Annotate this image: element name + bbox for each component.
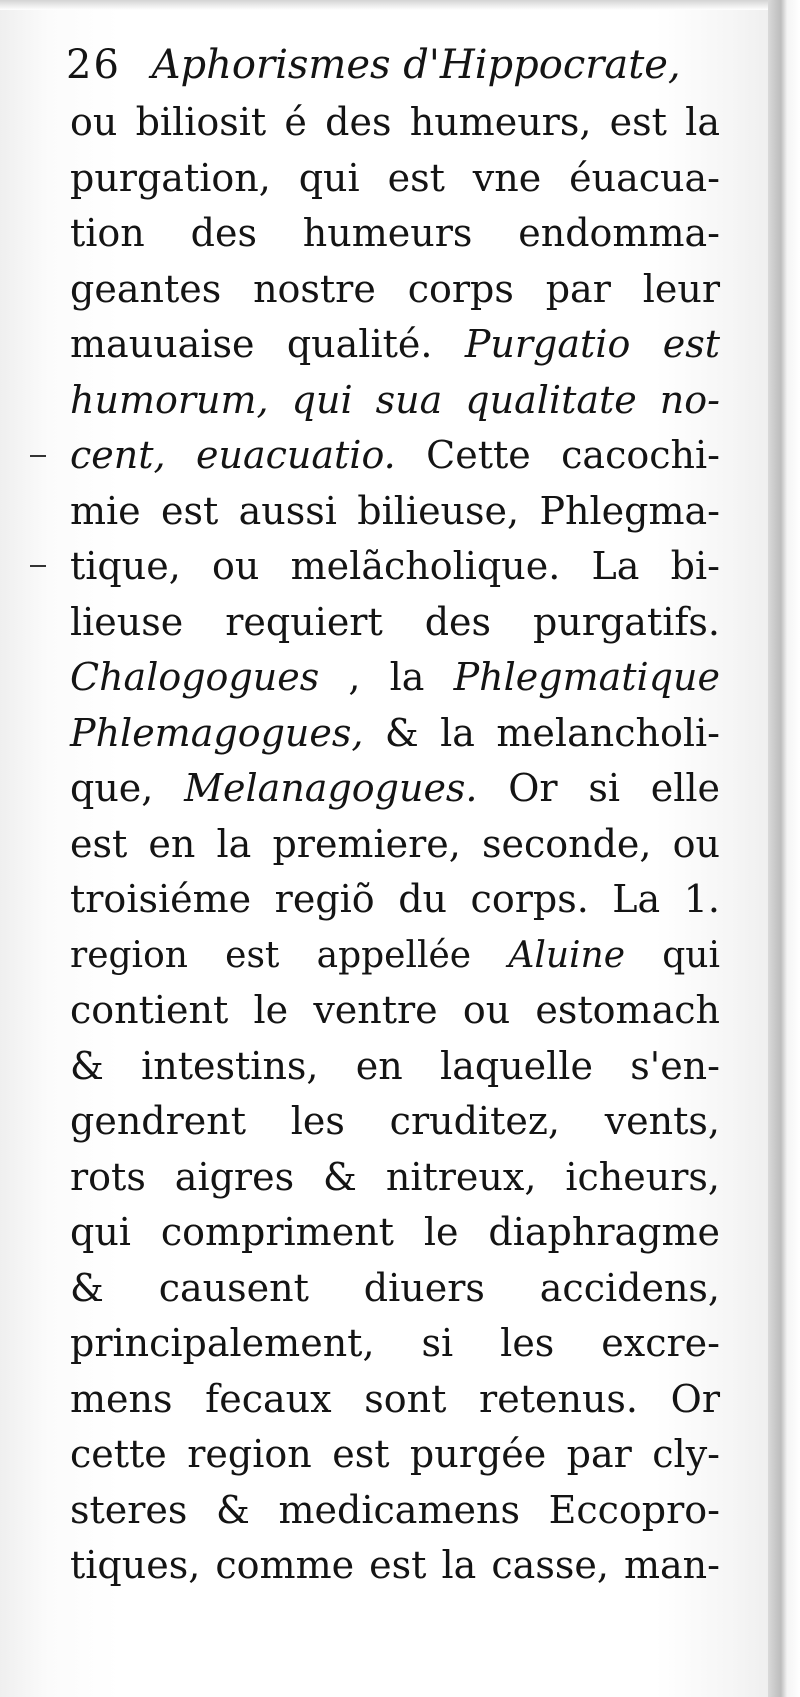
roman-text: tion des humeurs endomma- xyxy=(70,211,720,255)
page-gutter-shadow xyxy=(768,0,800,1697)
text-line xyxy=(70,428,720,484)
roman-text: contient le ventre ou estomach xyxy=(70,988,720,1032)
roman-text: principalement, si les excre- xyxy=(70,1321,720,1365)
text-line xyxy=(70,539,720,595)
text-line xyxy=(70,706,720,762)
italic-text: Aluine xyxy=(508,934,626,976)
roman-text: Or si elle xyxy=(477,766,720,810)
roman-text: & causent diuers accidens, xyxy=(70,1265,720,1310)
text-line xyxy=(70,1094,720,1150)
text-line xyxy=(70,1483,720,1539)
text-line xyxy=(70,1205,720,1261)
roman-text: mie est aussi bilieuse, Phlegma- xyxy=(70,488,720,533)
roman-text: mens fecaux sont retenus. Or xyxy=(70,1376,720,1421)
text-line xyxy=(70,1372,720,1428)
roman-text: , la xyxy=(319,655,454,699)
text-line xyxy=(70,595,720,651)
body-text xyxy=(70,95,720,1594)
text-line xyxy=(70,95,720,151)
roman-text: steres & medicamens Eccopro- xyxy=(70,1487,720,1532)
margin-mark xyxy=(30,565,46,567)
roman-text: troisiéme regiõ du corps. La 1. xyxy=(70,877,720,921)
page-top-edge xyxy=(0,0,800,10)
text-line xyxy=(70,1039,720,1095)
roman-text: ou biliosit é des humeurs, est la xyxy=(70,100,720,144)
roman-text: cette region est purgée par cly- xyxy=(70,1432,720,1476)
text-line xyxy=(70,650,720,706)
italic-text: Phlegmatique xyxy=(453,655,720,699)
roman-text: que, xyxy=(70,766,185,810)
text-line xyxy=(70,817,720,873)
roman-text: tiques, comme est la casse, man- xyxy=(70,1543,720,1587)
italic-text: humorum, qui sua qualitate no- xyxy=(70,377,720,422)
roman-text: gendrent les cruditez, vents, xyxy=(70,1099,720,1143)
roman-text: qui xyxy=(625,934,720,976)
roman-text: est en la premiere, seconde, ou xyxy=(70,821,720,866)
text-line xyxy=(70,1316,720,1372)
text-line xyxy=(70,484,720,540)
text-line xyxy=(70,206,720,262)
italic-text: Melanagogues. xyxy=(184,766,478,810)
text-line xyxy=(70,1538,720,1594)
italic-text: Chalogogues xyxy=(70,655,320,699)
text-line xyxy=(70,151,720,207)
text-line xyxy=(70,373,720,429)
roman-text: qui compriment le diaphragme xyxy=(70,1210,720,1254)
roman-text: & la melancholi- xyxy=(363,710,720,755)
page-number: 26 xyxy=(66,42,121,88)
text-line xyxy=(70,872,720,928)
italic-text: cent, euacuatio. xyxy=(70,433,396,477)
margin-mark xyxy=(30,455,46,457)
text-line xyxy=(70,1261,720,1317)
roman-text: rots aigres & nitreux, icheurs, xyxy=(70,1154,720,1199)
page-header xyxy=(66,40,716,90)
text-line xyxy=(70,928,720,984)
italic-text: Phlemagogues, xyxy=(70,710,364,755)
italic-text: Purgatio est xyxy=(464,322,720,366)
text-line xyxy=(70,983,720,1039)
text-line xyxy=(70,317,720,373)
roman-text: tique, ou melãcholique. La bi- xyxy=(70,544,720,588)
text-line xyxy=(70,262,720,318)
running-title: Aphorismes d'Hippocrate, xyxy=(151,42,681,88)
roman-text: lieuse requiert des purgatifs. xyxy=(70,599,720,644)
text-line xyxy=(70,1150,720,1206)
text-line xyxy=(70,1427,720,1483)
roman-text: & intestins, en laquelle s'en- xyxy=(70,1043,720,1088)
roman-text: region est appellée xyxy=(70,934,509,976)
roman-text: mauuaise qualité. xyxy=(70,322,465,366)
roman-text: geantes nostre corps par leur xyxy=(70,266,720,311)
text-line xyxy=(70,761,720,817)
roman-text: Cette cacochi- xyxy=(395,433,720,477)
roman-text: purgation, qui est vne éuacua- xyxy=(70,155,720,200)
